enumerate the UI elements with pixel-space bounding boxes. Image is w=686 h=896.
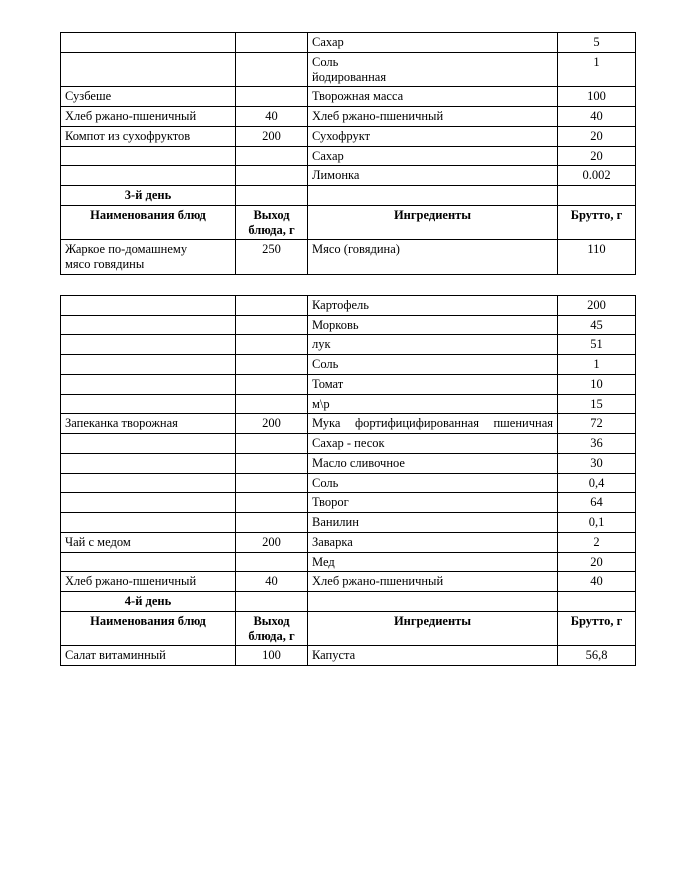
dish-name-cell: [61, 394, 236, 414]
ingredient-cell: Мед: [308, 552, 558, 572]
ingredient-line-1: Соль: [312, 54, 339, 69]
ingredient-cell: Сахар: [308, 33, 558, 53]
dish-yield-cell: [236, 473, 308, 493]
gross-cell: 0.002: [558, 166, 636, 186]
table-row: [61, 532, 636, 552]
ingredient-cell: Сахар - песок: [308, 434, 558, 454]
table-row: [61, 166, 636, 186]
table-row: [61, 473, 636, 493]
ingredient-cell: Хлеб ржано-пшеничный: [308, 572, 558, 592]
gross-cell: 2: [558, 532, 636, 552]
gross-cell: 110: [558, 240, 636, 275]
dish-name-cell: Салат витаминный: [61, 646, 236, 666]
day-label-row: [61, 186, 636, 206]
table-header-row: [61, 205, 636, 240]
gross-cell: 5: [558, 33, 636, 53]
day-label: 4-й день: [61, 592, 236, 612]
table-row: [61, 146, 636, 166]
day-label-row: [61, 592, 636, 612]
ingredient-cell: Сухофрукт: [308, 126, 558, 146]
ingredient-cell: Творожная масса: [308, 87, 558, 107]
gross-cell: 15: [558, 394, 636, 414]
ingredient-cell: Сахар: [308, 146, 558, 166]
dish-yield-cell: [236, 87, 308, 107]
header-yield-line-2: блюда, г: [248, 628, 295, 643]
dish-yield-cell: [236, 295, 308, 315]
gross-cell: 20: [558, 126, 636, 146]
table-row: [61, 394, 636, 414]
header-yield: [236, 205, 308, 240]
dish-name-line-1: Жаркое по-домашнему: [65, 242, 188, 257]
gross-cell: 36: [558, 434, 636, 454]
dish-name-cell: Компот из сухофруктов: [61, 126, 236, 146]
ingredient-cell: Творог: [308, 493, 558, 513]
dish-yield-cell: [236, 335, 308, 355]
gross-cell: 200: [558, 295, 636, 315]
gross-cell: 1: [558, 52, 636, 87]
dish-name-cell: [61, 493, 236, 513]
gross-cell: 64: [558, 493, 636, 513]
table-row: [61, 87, 636, 107]
ingredient-cell: Картофель: [308, 295, 558, 315]
ingredient-cell: Ванилин: [308, 513, 558, 533]
gross-cell: 0,4: [558, 473, 636, 493]
table-row: [61, 126, 636, 146]
ingredient-cell: Масло сливочное: [308, 453, 558, 473]
menu-table-day3: [60, 32, 636, 275]
gross-cell: 72: [558, 414, 636, 434]
header-dish-name: Наименования блюд: [61, 205, 236, 240]
dish-yield-cell: 200: [236, 126, 308, 146]
dish-yield-cell: [236, 493, 308, 513]
table-row: [61, 295, 636, 315]
dish-yield-cell: [236, 146, 308, 166]
table-row: [61, 107, 636, 127]
gross-cell: 0,1: [558, 513, 636, 533]
dish-name-cell: [61, 52, 236, 87]
menu-table-day4: [60, 295, 636, 666]
dish-name-cell: Запеканка творожная: [61, 414, 236, 434]
table-row: [61, 240, 636, 275]
dish-yield-cell: [236, 394, 308, 414]
dish-name-cell: [61, 473, 236, 493]
dish-yield-cell: 200: [236, 532, 308, 552]
table-row: [61, 414, 636, 434]
dish-name-cell: [61, 513, 236, 533]
dish-name-cell: [61, 240, 236, 275]
table-body-top: [61, 33, 636, 275]
gross-cell: 30: [558, 453, 636, 473]
gross-cell: 51: [558, 335, 636, 355]
ingredient-line-2: йодированная: [312, 69, 387, 84]
gross-cell: 20: [558, 552, 636, 572]
table-gap: [60, 275, 638, 295]
gross-cell: 56,8: [558, 646, 636, 666]
dish-yield-cell: [236, 52, 308, 87]
ingredient-cell: Морковь: [308, 315, 558, 335]
ingredient-cell: Мука фортифицифированная пшеничная: [308, 414, 558, 434]
header-yield-line-1: Выход: [253, 207, 290, 222]
dish-yield-cell: 100: [236, 646, 308, 666]
table-row: [61, 335, 636, 355]
table-row: [61, 434, 636, 454]
day-label-spacer-gross: [558, 186, 636, 206]
gross-cell: 40: [558, 572, 636, 592]
table-row: [61, 52, 636, 87]
dish-name-cell: [61, 374, 236, 394]
gross-cell: 20: [558, 146, 636, 166]
dish-name-cell: [61, 33, 236, 53]
gross-cell: 10: [558, 374, 636, 394]
dish-name-cell: [61, 453, 236, 473]
gross-cell: 40: [558, 107, 636, 127]
dish-name-cell: Чай с медом: [61, 532, 236, 552]
table-row: [61, 355, 636, 375]
dish-name-cell: Хлеб ржано-пшеничный: [61, 107, 236, 127]
dish-yield-cell: [236, 453, 308, 473]
table-row: [61, 513, 636, 533]
dish-yield-cell: [236, 166, 308, 186]
day-label: 3-й день: [61, 186, 236, 206]
dish-yield-cell: 40: [236, 107, 308, 127]
ingredient-cell: Томат: [308, 374, 558, 394]
ingredient-cell: Хлеб ржано-пшеничный: [308, 107, 558, 127]
ingredient-cell: Лимонка: [308, 166, 558, 186]
dish-name-cell: [61, 166, 236, 186]
table-row: [61, 552, 636, 572]
dish-name-cell: [61, 434, 236, 454]
dish-yield-cell: [236, 374, 308, 394]
header-yield: [236, 611, 308, 646]
dish-name-cell: Сузбеше: [61, 87, 236, 107]
ingredient-cell: Мясо (говядина): [308, 240, 558, 275]
ingredient-cell: Соль: [308, 355, 558, 375]
dish-yield-cell: [236, 552, 308, 572]
header-dish-name: Наименования блюд: [61, 611, 236, 646]
ingredient-cell: лук: [308, 335, 558, 355]
dish-yield-cell: [236, 33, 308, 53]
day-label-spacer-yield: [236, 592, 308, 612]
header-yield-line-1: Выход: [253, 613, 290, 628]
day-label-spacer-ingredient: [308, 186, 558, 206]
header-yield-line-2: блюда, г: [248, 222, 295, 237]
dish-name-cell: [61, 552, 236, 572]
dish-name-cell: [61, 355, 236, 375]
header-gross: Брутто, г: [558, 611, 636, 646]
header-ingredients: Ингредиенты: [308, 611, 558, 646]
ingredient-cell: Соль: [308, 473, 558, 493]
table-row: [61, 374, 636, 394]
table-row: [61, 646, 636, 666]
table-header-row: [61, 611, 636, 646]
gross-cell: 45: [558, 315, 636, 335]
dish-yield-cell: [236, 434, 308, 454]
dish-yield-cell: 40: [236, 572, 308, 592]
day-label-spacer-yield: [236, 186, 308, 206]
ingredient-cell: Капуста: [308, 646, 558, 666]
dish-yield-cell: 250: [236, 240, 308, 275]
dish-yield-cell: 200: [236, 414, 308, 434]
gross-cell: 1: [558, 355, 636, 375]
gross-cell: 100: [558, 87, 636, 107]
header-gross: Брутто, г: [558, 205, 636, 240]
dish-yield-cell: [236, 513, 308, 533]
table-row: [61, 315, 636, 335]
ingredient-cell: м\р: [308, 394, 558, 414]
table-row: [61, 453, 636, 473]
dish-name-cell: [61, 315, 236, 335]
ingredient-cell: Заварка: [308, 532, 558, 552]
table-row: [61, 493, 636, 513]
table-row: [61, 572, 636, 592]
day-label-spacer-ingredient: [308, 592, 558, 612]
dish-name-cell: [61, 146, 236, 166]
table-row: [61, 33, 636, 53]
header-ingredients: Ингредиенты: [308, 205, 558, 240]
dish-name-cell: [61, 335, 236, 355]
day-label-spacer-gross: [558, 592, 636, 612]
ingredient-cell: [308, 52, 558, 87]
dish-name-cell: [61, 295, 236, 315]
table-body-bottom: [61, 295, 636, 665]
dish-name-cell: Хлеб ржано-пшеничный: [61, 572, 236, 592]
dish-yield-cell: [236, 315, 308, 335]
dish-yield-cell: [236, 355, 308, 375]
dish-name-line-2: мясо говядины: [65, 257, 145, 271]
